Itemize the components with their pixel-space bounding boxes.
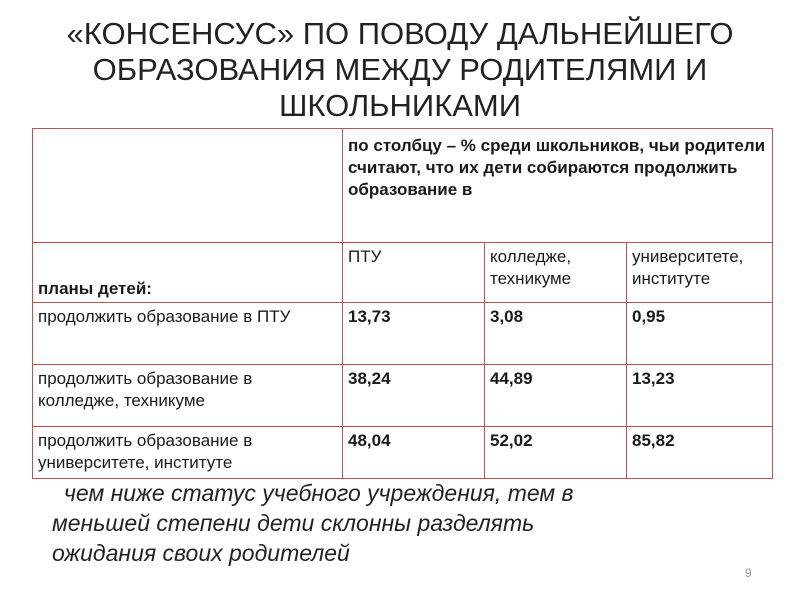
table-cell: 3,08 — [485, 303, 627, 365]
conclusion-caption — [52, 478, 752, 568]
table-row — [33, 427, 773, 479]
table-header-row — [33, 129, 773, 243]
data-table — [32, 128, 773, 479]
caption-line-2: меньшей степени дети склонны разделять — [52, 510, 535, 536]
row-label: продолжить образование в колледже, техникуме — [33, 365, 343, 427]
slide-title — [40, 16, 760, 124]
row-label: продолжить образование в университете, институте — [33, 427, 343, 479]
row-header-label: планы детей: — [33, 243, 343, 303]
column-header: колледже, техникуме — [485, 243, 627, 303]
column-header: ПТУ — [343, 243, 485, 303]
column-header: университете, институте — [627, 243, 773, 303]
caption-line-3: ожидания своих родителей — [52, 540, 350, 566]
caption-line-1: чем ниже статус учебного учреждения, тем в — [64, 480, 574, 506]
table-cell: 38,24 — [343, 365, 485, 427]
table-cell: 48,04 — [343, 427, 485, 479]
table-row — [33, 303, 773, 365]
table-cell: 85,82 — [627, 427, 773, 479]
row-label: продолжить образование в ПТУ — [33, 303, 343, 365]
title-line-1: «КОНСЕНСУС» ПО ПОВОДУ ДАЛЬНЕЙШЕГО — [66, 16, 734, 51]
header-note: по столбцу – % среди школьников, чьи родители считают, что их дети собираются продолжить образование в — [343, 129, 773, 243]
table-cell: 0,95 — [627, 303, 773, 365]
table-cell: 52,02 — [485, 427, 627, 479]
table-cell: 13,73 — [343, 303, 485, 365]
table-row — [33, 365, 773, 427]
title-line-3: ШКОЛЬНИКАМИ — [278, 88, 522, 123]
table-cell: 13,23 — [627, 365, 773, 427]
empty-corner-cell — [33, 129, 343, 243]
title-line-2: ОБРАЗОВАНИЯ МЕЖДУ РОДИТЕЛЯМИ И — [92, 52, 708, 87]
table-cell: 44,89 — [485, 365, 627, 427]
table-column-header-row — [33, 243, 773, 303]
page-number: 9 — [745, 566, 752, 580]
